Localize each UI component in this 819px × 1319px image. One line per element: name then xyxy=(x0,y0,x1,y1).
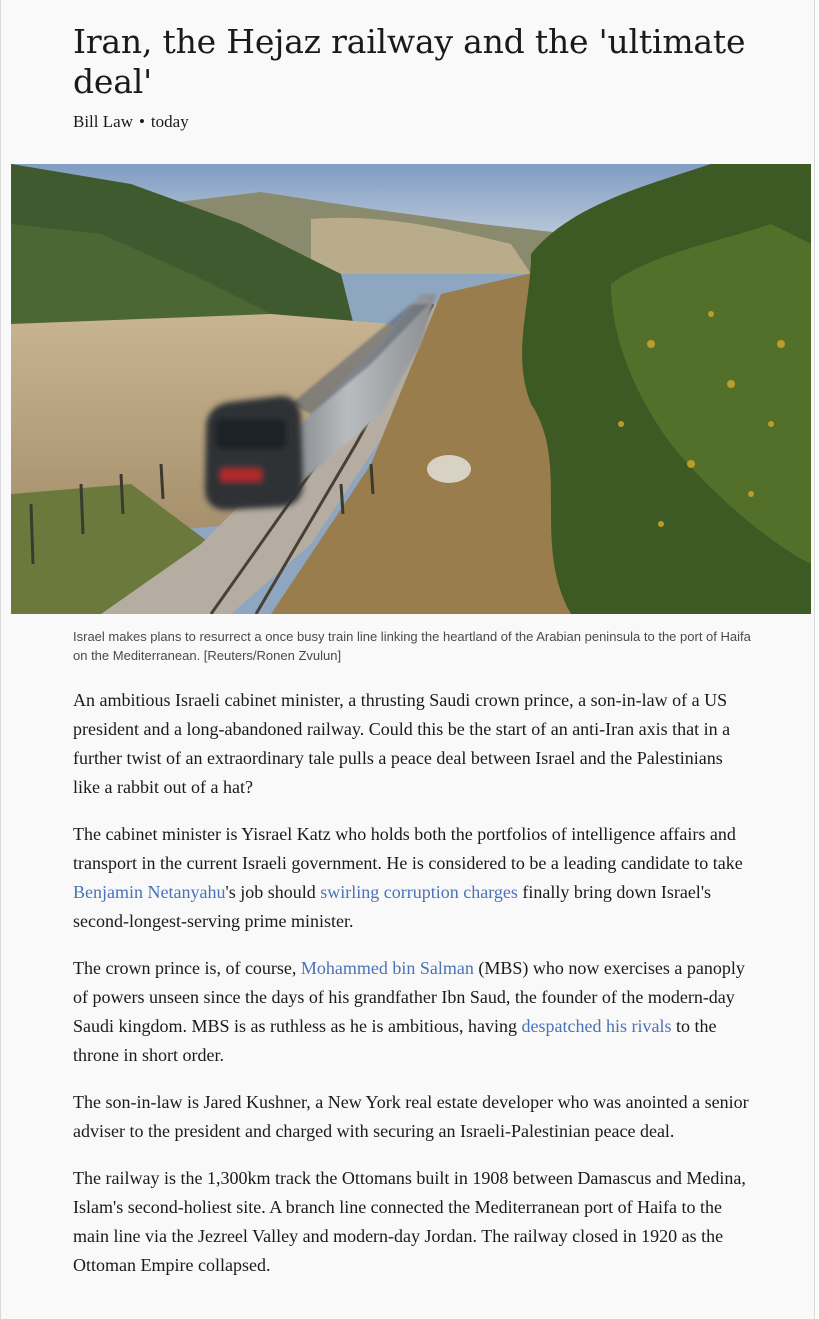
paragraph-3-text-3: to the throne in short order. xyxy=(73,1016,717,1065)
paragraph-2-text-2: 's job should xyxy=(225,882,321,902)
hero-image xyxy=(11,164,811,614)
link-despatched-his-rivals[interactable]: despatched his rivals xyxy=(521,1016,672,1036)
link-mohammed-bin-salman[interactable]: Mohammed bin Salman xyxy=(300,958,474,978)
paragraph-2 xyxy=(73,820,753,936)
paragraph-3 xyxy=(73,954,753,1070)
byline xyxy=(73,112,753,132)
paragraph-5: The railway is the 1,300km track the Ottomans built in 1908 between Damascus and Medina, Islam's second-holiest site. A branch line connected the Mediterranean port of Haifa to the main line via the Jezreel Valley and modern-day Jordan. The railway closed in 1920 as the Ottoman Empire collapsed. xyxy=(73,1168,746,1275)
paragraph-3-text-2: (MBS) who now exercises a panoply of powers unseen since the days of his grandfather Ibn Saud, the founder of the modern-day Saudi kingdom. MBS is as ruthless as he is ambitious, having xyxy=(73,958,745,1036)
paragraph-3-text-1: The crown prince is, of course, xyxy=(73,958,301,978)
link-benjamin-netanyahu[interactable]: Benjamin Netanyahu xyxy=(73,882,226,902)
author-name: Bill Law xyxy=(73,112,133,131)
train-photo xyxy=(11,164,811,614)
article-header xyxy=(73,22,753,132)
paragraph-4: The son-in-law is Jared Kushner, a New York real estate developer who was anointed a senior adviser to the president and charged with securing an Israeli-Palestinian peace deal. xyxy=(73,1092,749,1141)
publish-date: today xyxy=(150,112,189,131)
paragraph-1: An ambitious Israeli cabinet minister, a thrusting Saudi crown prince, a son-in-law of a US president and a long-abandoned railway. Could this be the start of an anti-Iran axis that in a further twist of an extraordinary tale pulls a peace deal between Israel and the Palestinians like a rabbit out of a hat? xyxy=(73,690,731,797)
byline-separator: • xyxy=(138,112,145,131)
paragraph-2-text-3: finally bring down Israel's second-longest-serving prime minister. xyxy=(73,882,712,931)
image-caption: Israel makes plans to resurrect a once busy train line linking the heartland of the Arabian peninsula to the port of Haifa on the Mediterranean. [Reuters/Ronen Zvulun] xyxy=(73,629,751,663)
link-swirling-corruption-charges[interactable]: swirling corruption charges xyxy=(320,882,518,902)
article-body xyxy=(73,686,753,1298)
article-title: Iran, the Hejaz railway and the 'ultimate deal' xyxy=(73,22,746,101)
paragraph-2-text-1: The cabinet minister is Yisrael Katz who holds both the portfolios of intelligence affairs and transport in the current Israeli government. He is considered to be a leading candidate to take xyxy=(73,824,743,873)
